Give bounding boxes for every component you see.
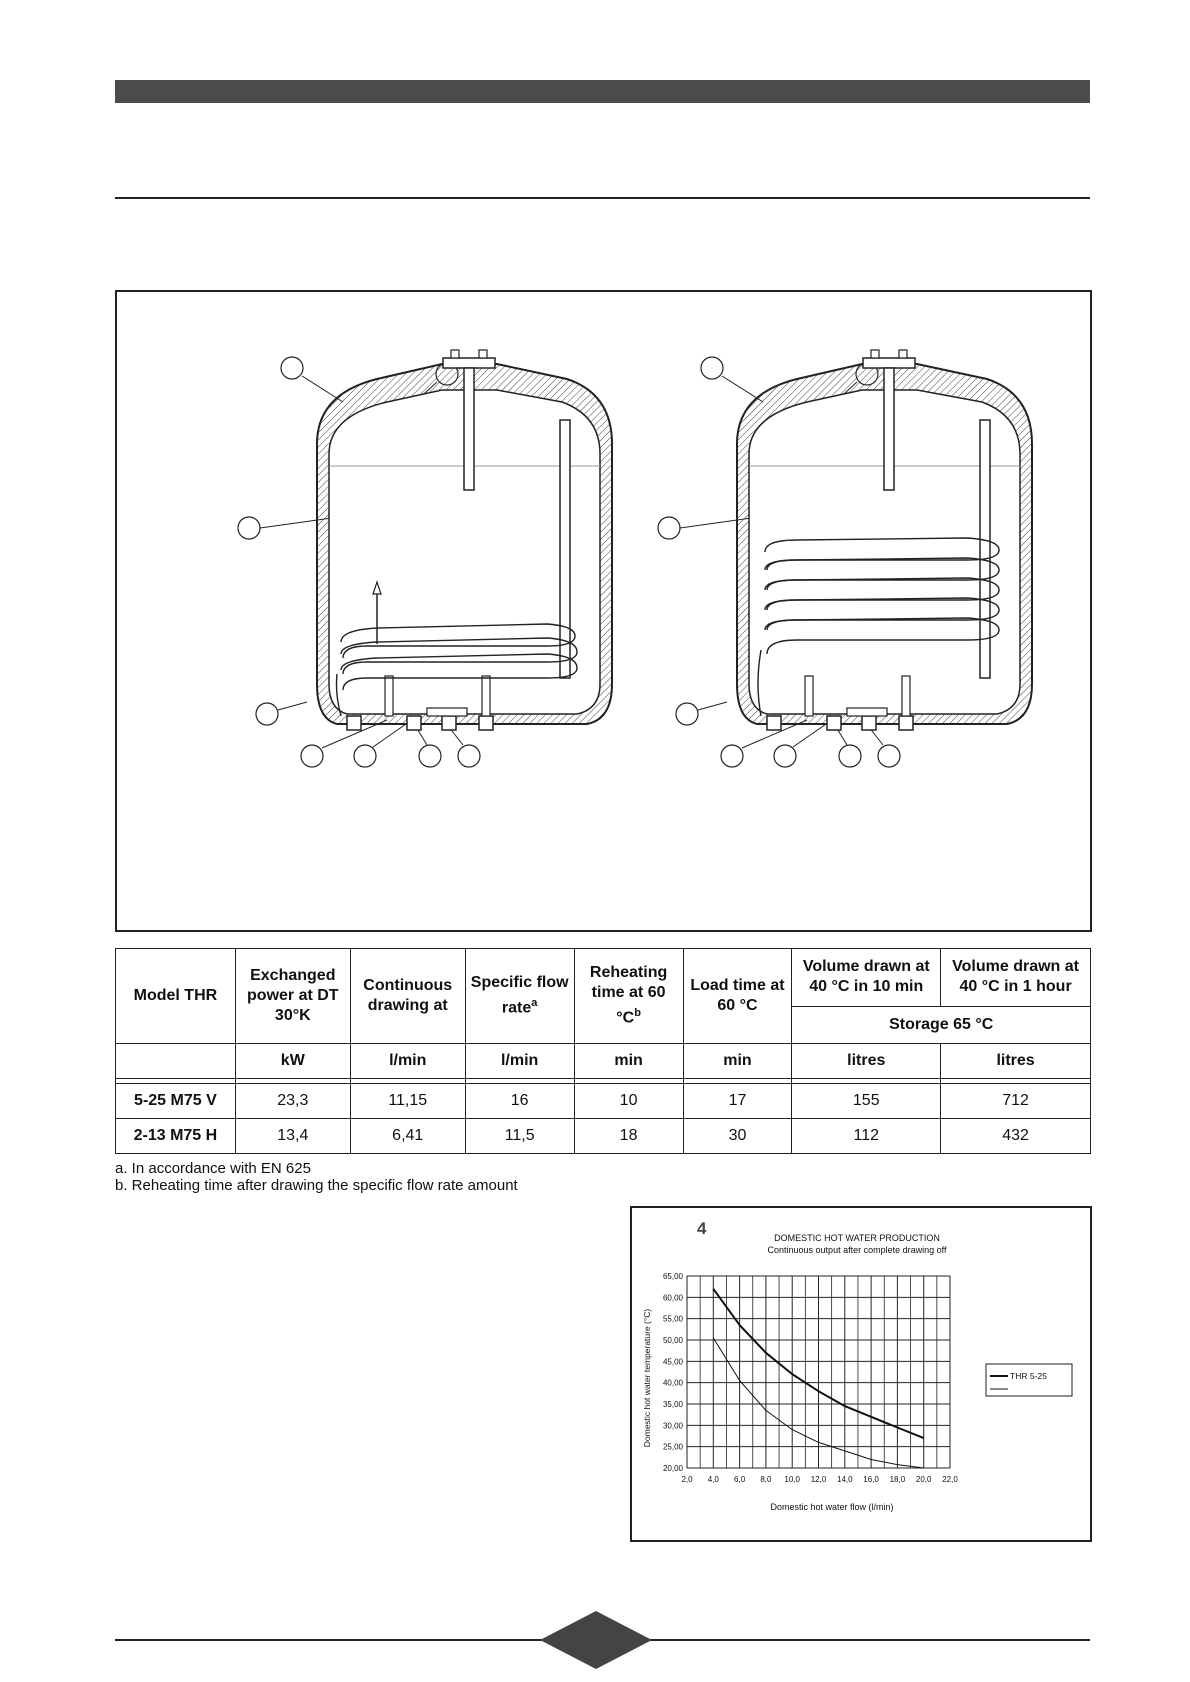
x-tick-label: 16,0 [863,1475,879,1484]
y-axis-label: Domestic hot water temperature (°C) [642,1308,652,1448]
table-row [116,1084,1091,1119]
x-tick-label: 4,0 [707,1475,719,1484]
table-cell: 18 [574,1119,683,1154]
table-cell: 155 [792,1084,941,1119]
header-volume-1hour: Volume drawn at 40 °C in 1 hour [941,949,1091,1007]
boiler-left [238,350,612,767]
chart-svg [632,1208,1090,1540]
y-tick-label: 45,00 [662,1357,683,1367]
x-tick-label: 18,0 [889,1475,906,1484]
y-tick-label: 50,00 [662,1336,683,1345]
y-tick-label: 55,00 [662,1314,683,1324]
table-row [116,1119,1091,1154]
footnote-a: a. In accordance with EN 625 [115,1160,311,1177]
chart-subtitle: Continuous output after complete drawing off [767,1245,947,1255]
unit-cell: min [574,1044,683,1079]
y-tick-label: 20,00 [662,1464,683,1473]
row-model: 5-25 M75 V [116,1084,236,1119]
header-specific-flow [465,949,574,1044]
specifications-table [115,948,1091,1154]
unit-cell: litres [941,1044,1091,1079]
chart-title: DOMESTIC HOT WATER PRODUCTION [774,1233,940,1243]
header-rule [115,197,1090,199]
unit-cell: min [683,1044,792,1079]
y-tick-label: 60,00 [662,1293,683,1303]
y-tick-label: 25,00 [662,1442,683,1452]
header-reheating-note: b [634,1007,641,1020]
header-volume-10min: Volume drawn at 40 °C in 10 min [792,949,941,1007]
table-cell: 11,15 [350,1084,465,1119]
y-tick-label: 35,00 [662,1400,683,1409]
unit-cell: litres [792,1044,941,1079]
unit-cell: l/min [465,1044,574,1079]
x-tick-label: 20,0 [915,1475,932,1484]
footer-page-diamond [540,1611,652,1669]
unit-cell-empty [116,1044,236,1079]
x-tick-label: 14,0 [837,1475,853,1484]
x-tick-label: 2,0 [681,1475,693,1484]
table-cell: 16 [465,1084,574,1119]
header-specific-flow-text: Specific flow rate [470,974,569,1017]
table-cell: 712 [941,1084,1091,1119]
header-storage: Storage 65 °C [792,1006,1091,1043]
table-cell: 13,4 [235,1119,350,1154]
table-cell: 10 [574,1084,683,1119]
table-cell: 11,5 [465,1119,574,1154]
x-tick-label: 6,0 [734,1475,746,1484]
table-cell: 6,41 [350,1119,465,1154]
row-model: 2-13 M75 H [116,1119,236,1154]
table-cell: 112 [792,1119,941,1154]
y-tick-label: 65,00 [662,1272,683,1281]
unit-cell: kW [235,1044,350,1079]
table-footnotes [115,1160,518,1194]
table-cell: 432 [941,1119,1091,1154]
x-tick-label: 12,0 [810,1475,827,1484]
header-specific-flow-note: a [531,997,538,1010]
table-cell: 30 [683,1119,792,1154]
x-tick-label: 10,0 [784,1475,800,1484]
table-cell: 17 [683,1084,792,1119]
header-load-time: Load time at 60 °C [683,949,792,1044]
header-continuous-drawing: Continuous drawing at [350,949,465,1044]
table-cell: 23,3 [235,1084,350,1119]
footnote-b: b. Reheating time after drawing the specific flow rate amount [115,1177,518,1194]
boiler-drawing-frame [115,290,1092,932]
header-exchanged-power: Exchanged power at DT 30°K [235,949,350,1044]
header-model: Model THR [116,949,236,1044]
dhw-production-chart [630,1206,1092,1542]
unit-cell: l/min [350,1044,465,1079]
boiler-right [658,350,1032,767]
x-axis-label: Domestic hot water flow (l/min) [770,1502,894,1512]
y-tick-label: 30,00 [662,1421,683,1431]
figure-number: 4 [697,1219,707,1238]
header-reheating-text: Reheating time at 60 °C [589,964,668,1027]
y-tick-label: 40,00 [662,1378,683,1388]
header-reheating-time [574,949,683,1044]
legend-label-series-1: THR 5-25 [1010,1371,1047,1381]
boiler-drawings [117,292,1090,930]
top-header-bar [115,80,1090,103]
x-tick-label: 22,0 [942,1475,958,1484]
x-tick-label: 8,0 [760,1475,772,1484]
